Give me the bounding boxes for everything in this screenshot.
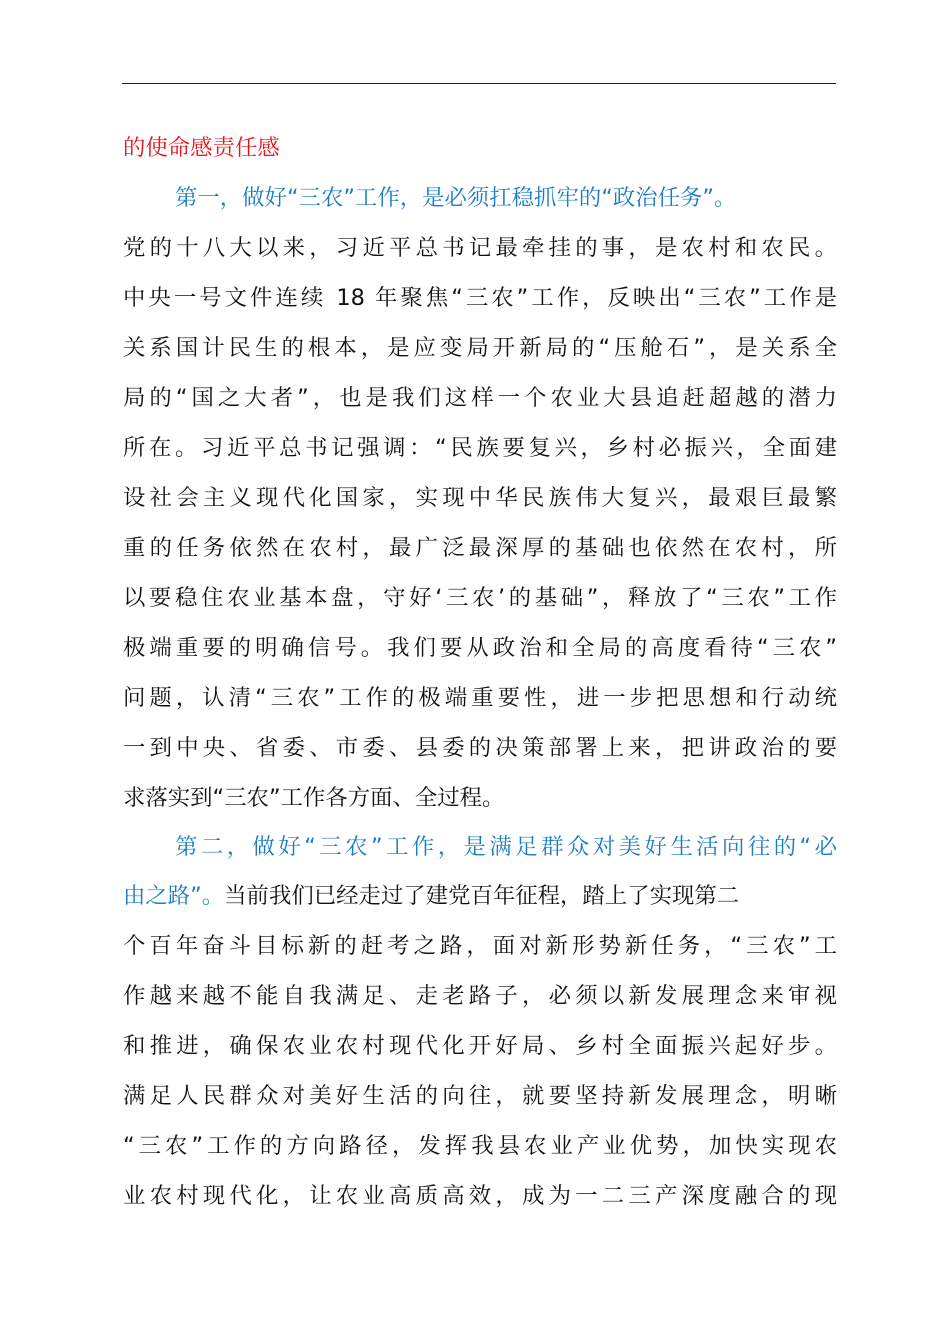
paragraph2-line: [123, 878, 837, 914]
paragraph2-line: “三农”工作的方向路径，发挥我县农业产业优势，加快实现农: [123, 1133, 837, 1159]
paragraph1-line: 中央一号文件连续 18 年聚焦“三农”工作，反映出“三农”工作是: [123, 285, 837, 311]
paragraph1-line: 极端重要的明确信号。我们要从政治和全局的高度看待“三农”: [123, 635, 837, 661]
paragraph2-line: 个百年奋斗目标新的赶考之路，面对新形势新任务，“三农”工: [123, 933, 837, 959]
paragraph1-line: 党的十八大以来，习近平总书记最牵挂的事，是农村和农民。: [123, 235, 837, 261]
paragraph1-line: 求落实到“三农”工作各方面、全过程。: [123, 785, 505, 811]
paragraph1-heading: 第一，做好“三农”工作，是必须扛稳抓牢的“政治任务”。: [175, 185, 737, 211]
paragraph1-line: 一到中央、省委、市委、县委的决策部署上来，把讲政治的要: [123, 735, 837, 761]
paragraph2-line: 作越来越不能自我满足、走老路子，必须以新发展理念来审视: [123, 983, 837, 1009]
paragraph2-line: 满足人民群众对美好生活的向往，就要坚持新发展理念，明晰: [123, 1083, 837, 1109]
paragraph1-line: 设社会主义现代化国家，实现中华民族伟大复兴，最艰巨最繁: [123, 485, 837, 511]
paragraph1-line: 以要稳住农业基本盘，守好‘三农’的基础”，释放了“三农”工作: [123, 585, 837, 611]
paragraph2-line-rest: 当前我们已经走过了建党百年征程，踏上了实现第二: [224, 883, 740, 909]
header-rule: [122, 83, 836, 84]
section-heading: 的使命感责任感: [123, 135, 280, 161]
paragraph2-line: 业农村现代化，让农业高质高效，成为一二三产深度融合的现: [123, 1183, 837, 1209]
paragraph1-line: 重的任务依然在农村，最广泛最深厚的基础也依然在农村，所: [123, 535, 837, 561]
paragraph1-line: 所在。习近平总书记强调：“民族要复兴，乡村必振兴，全面建: [123, 435, 837, 461]
paragraph2-line: 和推进，确保农业农村现代化开好局、乡村全面振兴起好步。: [123, 1033, 837, 1059]
paragraph2-heading-line1: 第二，做好“三农”工作，是满足群众对美好生活向往的“必: [175, 834, 837, 860]
paragraph2-heading-line2: 由之路”。: [123, 883, 225, 909]
paragraph1-line: 问题，认清“三农”工作的极端重要性，进一步把思想和行动统: [123, 685, 837, 711]
paragraph1-line: 关系国计民生的根本，是应变局开新局的“压舱石”，是关系全: [123, 335, 837, 361]
paragraph1-line: 局的“国之大者”，也是我们这样一个农业大县追赶超越的潜力: [123, 385, 837, 411]
